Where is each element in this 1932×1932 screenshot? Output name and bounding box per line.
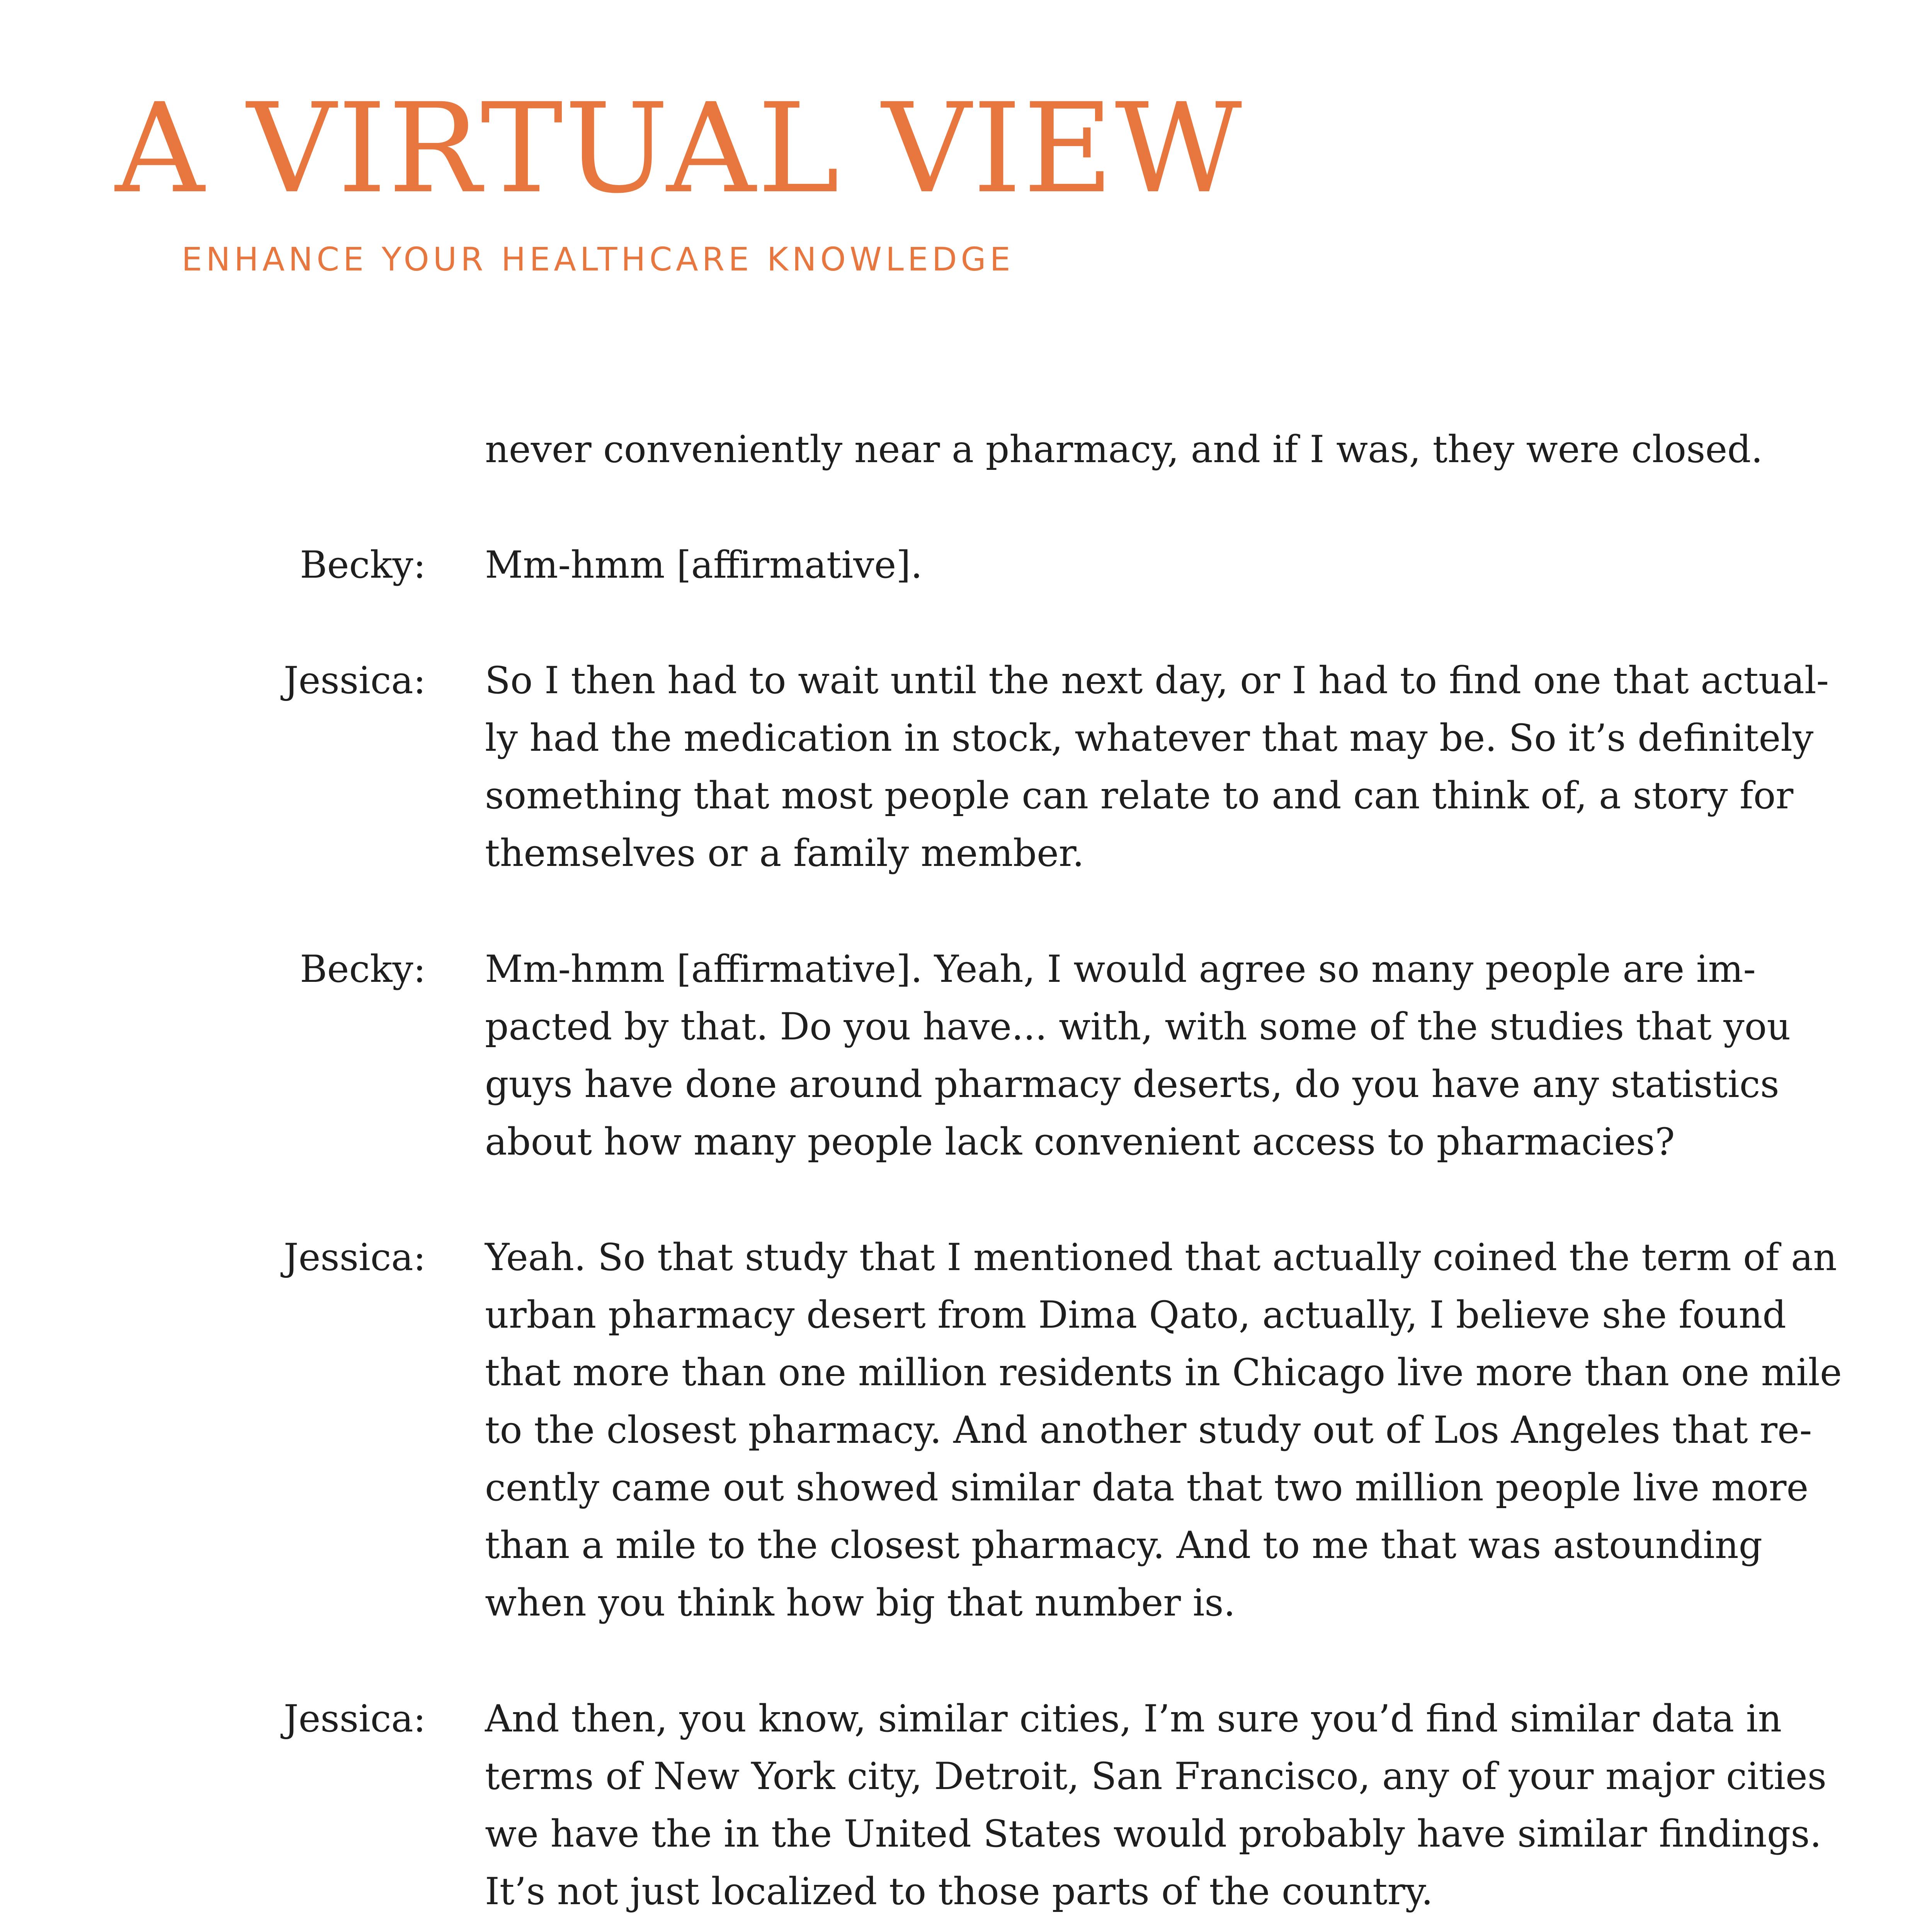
speech-line: Yeah. So that study that I mentioned that actually coined the term of an <box>485 1236 1837 1279</box>
speech-line: when you think how big that number is. <box>485 1581 1236 1624</box>
speech-line: about how many people lack convenient access to pharmacies? <box>485 1120 1675 1163</box>
speech-line: never conveniently near a pharmacy, and if I was, they were closed. <box>485 428 1763 471</box>
speech-line: something that most people can relate to and can think of, a story for <box>485 774 1794 817</box>
publication-title: A VIRTUAL VIEW <box>115 77 1244 221</box>
speech-text <box>485 652 1829 882</box>
speech-line: urban pharmacy desert from Dima Qato, actually, I believe she found <box>485 1293 1786 1337</box>
speech-line: And then, you know, similar cities, I’m sure you’d find similar data in <box>485 1697 1782 1740</box>
speaker-label: Jessica: <box>284 659 426 702</box>
speech-line: ly had the medication in stock, whatever that may be. So it’s definitely <box>485 716 1814 760</box>
speech-line: than a mile to the closest pharmacy. And to me that was astounding <box>485 1524 1763 1567</box>
speech-line: Mm-hmm [affirmative]. Yeah, I would agree so many people are im- <box>485 947 1756 991</box>
speech-line: themselves or a family member. <box>485 832 1084 875</box>
speech-line: pacted by that. Do you have... with, with some of the studies that you <box>485 1005 1791 1048</box>
speech-text <box>485 421 1822 478</box>
speech-text <box>485 1690 1827 1920</box>
speech-line: to the closest pharmacy. And another study out of Los Angeles that re- <box>485 1408 1812 1452</box>
publication-subtitle: ENHANCE YOUR HEALTHCARE KNOWLEDGE <box>182 240 1014 278</box>
speech-line: Mm-hmm [affirmative]. <box>485 543 923 587</box>
speech-line: terms of New York city, Detroit, San Francisco, any of your major cities <box>485 1755 1827 1798</box>
speaker-label: Jessica: <box>284 1236 426 1279</box>
speech-line: that more than one million residents in Chicago live more than one mile <box>485 1351 1842 1394</box>
speaker-label: Becky: <box>300 543 426 587</box>
speech-line: It’s not just localized to those parts of the country. <box>485 1870 1433 1913</box>
speech-line: cently came out showed similar data that two million people live more <box>485 1466 1809 1509</box>
speaker-label: Jessica: <box>284 1697 426 1740</box>
speech-line: guys have done around pharmacy deserts, do you have any statistics <box>485 1063 1779 1106</box>
speech-text <box>485 536 1822 594</box>
speech-text <box>485 940 1822 1171</box>
speaker-label: Becky: <box>300 947 426 991</box>
speech-line: So I then had to wait until the next day, or I had to find one that actual- <box>485 659 1829 702</box>
speech-text <box>485 1229 1842 1632</box>
speech-line: we have the in the United States would probably have similar findings. <box>485 1812 1822 1855</box>
